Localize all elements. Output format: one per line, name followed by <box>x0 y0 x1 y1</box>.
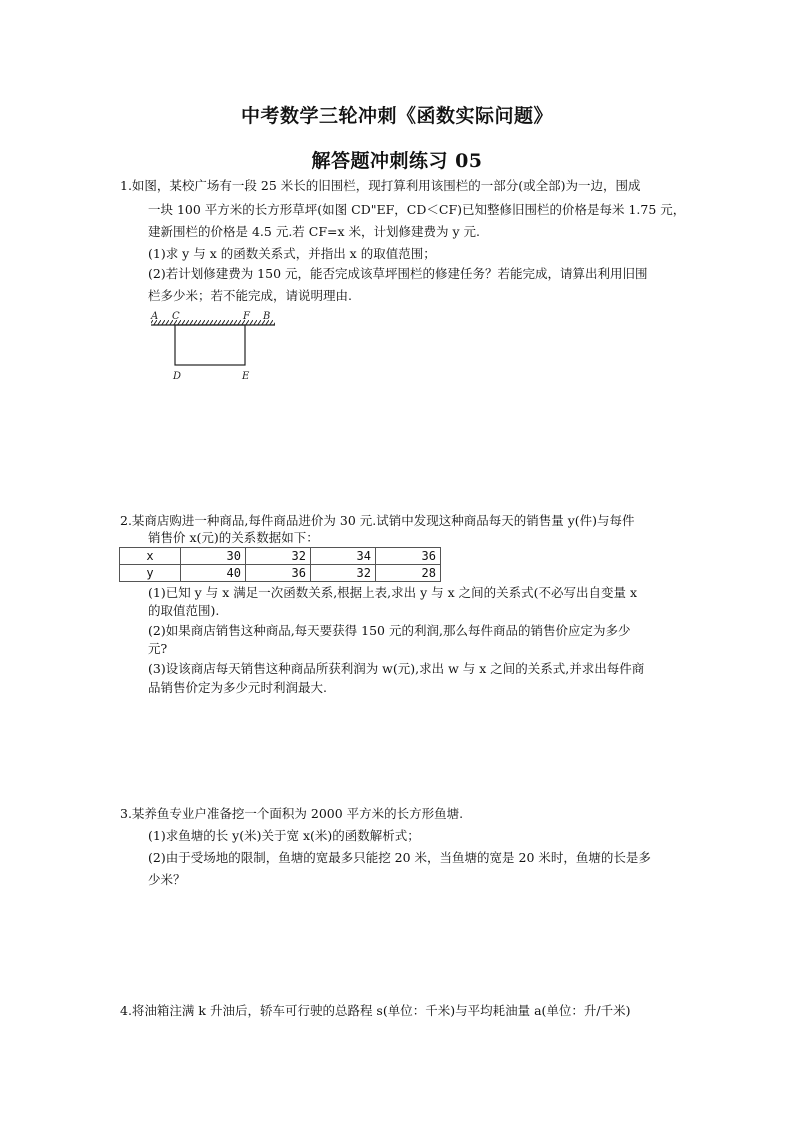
question-2-part-2: (2)如果商店销售这种商品,每天要获得 150 元的利润,那么每件商品的销售价应定为多少 <box>148 623 631 638</box>
old-fence-hatching <box>151 320 275 325</box>
label-d: D <box>173 371 182 382</box>
document-title: 中考数学三轮冲刺《函数实际问题》 <box>240 105 553 127</box>
table-cell: 34 <box>311 548 376 565</box>
question-2-line-1: 2.某商店购进一种商品,每件商品进价为 30 元.试销中发现这种商品每天的销售量 y(件)与每件 <box>120 513 635 528</box>
label-c: C <box>172 311 180 322</box>
question-2-part-1-cont: 的取值范围). <box>148 603 220 618</box>
table-cell: 30 <box>181 548 246 565</box>
question-2-part-1: (1)已知 y 与 x 满足一次函数关系,根据上表,求出 y 与 x 之间的关系式(不必写出自变量 x <box>148 585 638 600</box>
question-3-part-1: (1)求鱼塘的长 y(米)关于宽 x(米)的函数解析式； <box>148 828 420 843</box>
question-2-line-2: 销售价 x(元)的关系数据如下： <box>148 530 319 545</box>
label-e: E <box>242 371 250 382</box>
lawn-rectangle <box>175 325 245 365</box>
question-2-part-2-cont: 元? <box>148 641 168 656</box>
question-3-line-1: 3.某养鱼专业户准备挖一个面积为 2000 平方米的长方形鱼塘. <box>120 806 464 821</box>
question-1-part-2-cont: 栏多少米；若不能完成，请说明理由. <box>148 288 352 303</box>
question-3-part-2-cont: 少米？ <box>148 872 186 887</box>
question-2-part-3: (3)设该商店每天销售这种商品所获利润为 w(元),求出 w 与 x 之间的关系式,并求出每件商 <box>148 661 645 676</box>
table-cell: 40 <box>181 565 246 582</box>
table-row <box>120 565 441 582</box>
label-a: A <box>151 311 159 322</box>
document-subtitle: 解答题冲刺练习 05 <box>311 150 483 172</box>
question-4-line-1: 4.将油箱注满 k 升油后，轿车可行驶的总路程 s(单位：千米)与平均耗油量 a(单位：升/千米) <box>120 1003 631 1018</box>
table-row-header: y <box>120 565 181 582</box>
table-cell: 32 <box>246 548 311 565</box>
table-cell: 36 <box>376 548 441 565</box>
table-row-header: x <box>120 548 181 565</box>
question-1-line-1: 1.如图，某校广场有一段 25 米长的旧围栏，现打算利用该围栏的一部分(或全部)为一边，围成 <box>120 178 641 193</box>
question-2-part-3-cont: 品销售价定为多少元时利润最大. <box>148 680 327 695</box>
label-b: B <box>263 311 271 322</box>
question-3-part-2: (2)由于受场地的限制，鱼塘的宽最多只能挖 20 米，当鱼塘的宽是 20 米时，鱼塘的长是多 <box>148 850 651 865</box>
table-row <box>120 548 441 565</box>
table-cell: 36 <box>246 565 311 582</box>
question-1-part-1: (1)求 y 与 x 的函数关系式，并指出 x 的取值范围； <box>148 246 436 261</box>
question-1-line-2: 一块 100 平方米的长方形草坪(如图 CD"EF，CD＜CF)已知整修旧围栏的价格是每米 1.75 元， <box>148 202 686 217</box>
table-cell: 32 <box>311 565 376 582</box>
question-1-part-2: (2)若计划修建费为 150 元，能否完成该草坪围栏的修建任务？若能完成，请算出利用旧围 <box>148 266 648 281</box>
label-f: F <box>243 311 250 322</box>
question-1-line-3: 建新围栏的价格是 4.5 元.若 CF=x 米，计划修建费为 y 元. <box>148 224 480 239</box>
table-cell: 28 <box>376 565 441 582</box>
data-table <box>119 547 441 582</box>
fence-diagram <box>145 308 285 384</box>
